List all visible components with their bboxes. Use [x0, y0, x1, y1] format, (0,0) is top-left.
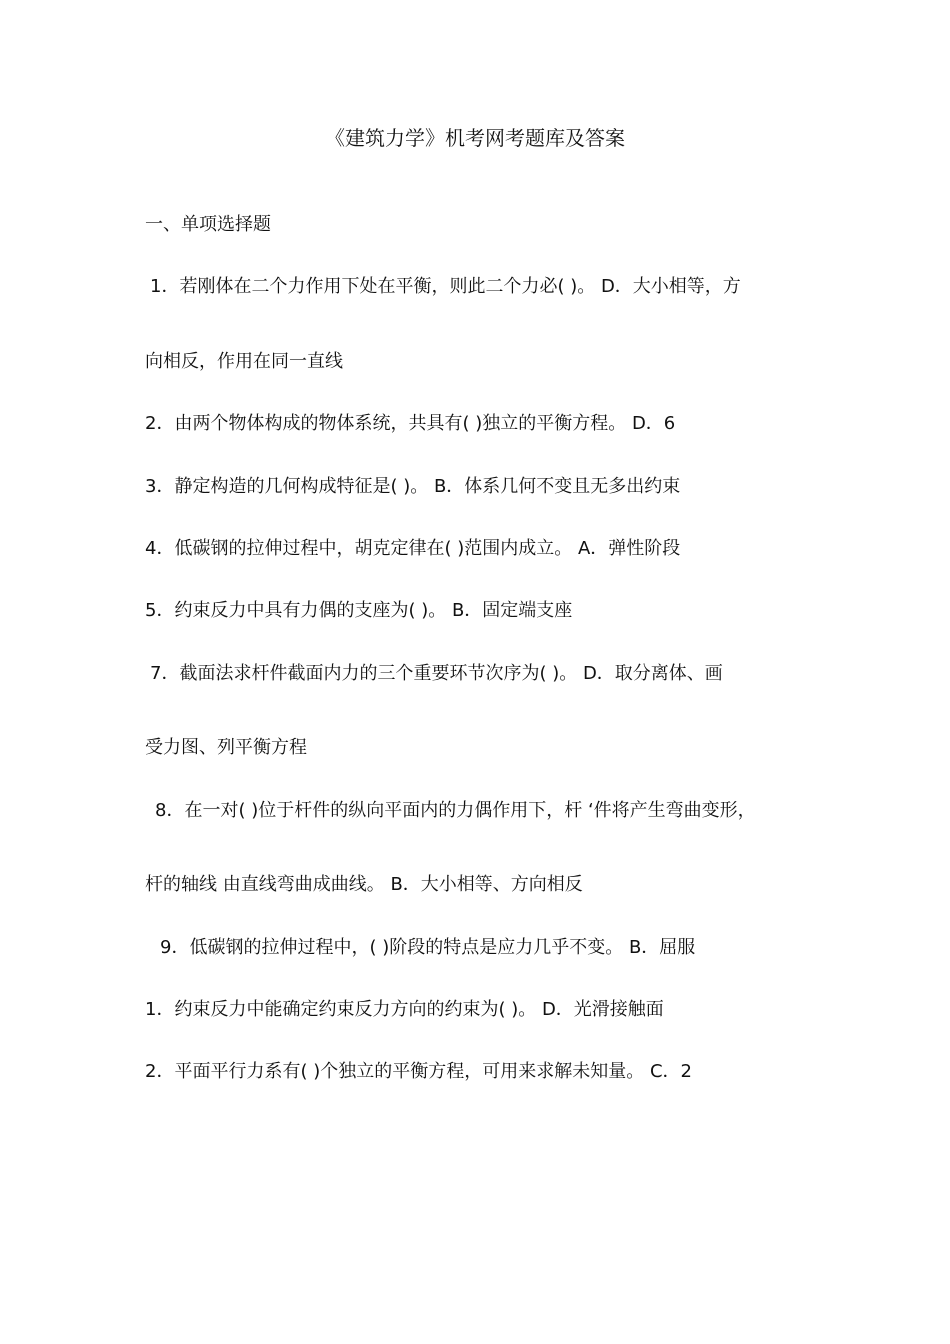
document-title: 《建筑力学》机考网考题库及答案	[325, 126, 625, 150]
question-line: 2．由两个物体构成的物体系统，共具有( )独立的平衡方程。 D．6	[145, 413, 676, 434]
question-line: 1．若刚体在二个力作用下处在平衡，则此二个力必( )。 D．大小相等，方	[150, 276, 741, 297]
question-line: 5．约束反力中具有力偶的支座为( )。 B．固定端支座	[145, 600, 573, 621]
question-line: 杆的轴线 由直线弯曲成曲线。 B．大小相等、方向相反	[145, 874, 583, 895]
question-line: 受力图、列平衡方程	[145, 737, 307, 758]
question-line: 3．静定构造的几何构成特征是( )。 B．体系几何不变且无多出约束	[145, 476, 681, 497]
question-line: 7．截面法求杆件截面内力的三个重要环节次序为( )。 D．取分离体、画	[150, 663, 723, 684]
question-line: 向相反，作用在同一直线	[145, 351, 343, 372]
question-line: 9．低碳钢的拉伸过程中，( )阶段的特点是应力几乎不变。 B．屈服	[160, 937, 696, 958]
section-heading: 一、单项选择题	[145, 214, 271, 235]
question-line: 8．在一对( )位于杆件的纵向平面内的力偶作用下，杆 ‘件将产生弯曲变形，	[155, 800, 756, 821]
question-line: 1．约束反力中能确定约束反力方向的约束为( )。 D．光滑接触面	[145, 999, 664, 1020]
question-line: 4．低碳钢的拉伸过程中，胡克定律在( )范围内成立。 A．弹性阶段	[145, 538, 681, 559]
question-line: 2．平面平行力系有( )个独立的平衡方程，可用来求解未知量。 C．2	[145, 1061, 692, 1082]
